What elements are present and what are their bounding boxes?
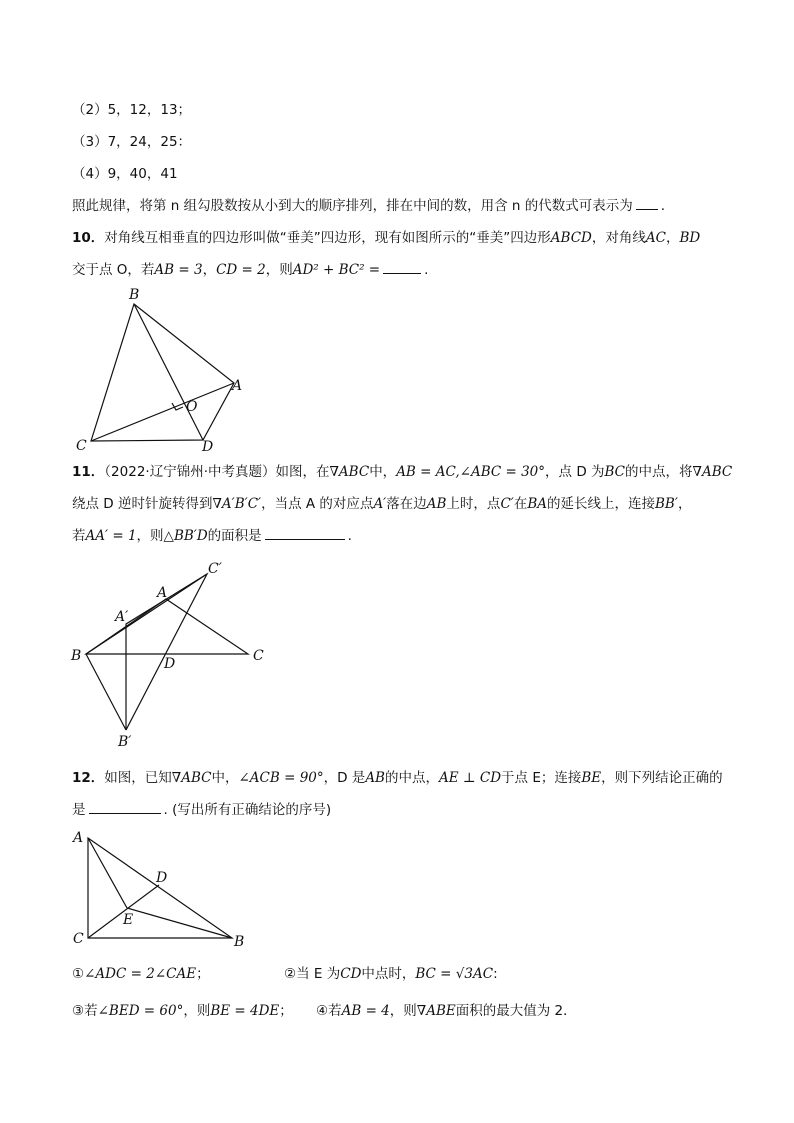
q11-text: 在 [513,496,528,512]
option-number: ④ [316,1003,329,1019]
answer-line-2: （2）5，12，13； [72,102,192,118]
option-text: ，则 [389,1003,417,1019]
option-number: ② [284,966,297,982]
option-3 [72,1001,293,1021]
option-1 [72,964,210,984]
label-Ap: A′ [115,609,129,625]
q11-math: AB = AC,∠ABC = 30° [396,464,546,480]
label-B: B [129,287,140,303]
label-A: A [157,585,168,601]
q10-math: CD = 2 [216,262,266,278]
q12-text: . (写出所有正确结论的序号) [163,802,332,818]
label-C: C [253,648,264,664]
q11-text: 若 [72,528,86,544]
option-2 [284,964,498,984]
q11-math: AA′ = 1 [85,528,137,544]
q11-math: BB′D [173,528,208,544]
q10-math: AB = 3 [154,262,203,278]
q11-math: BC [604,464,626,480]
q11-math: C′ [500,496,514,512]
label-Bp: B′ [118,734,132,750]
q11-math: A′ [373,496,387,512]
label-A: A [232,378,243,394]
label-E: E [123,912,134,928]
rule-text: 照此规律，将第 n 组勾股数按从小到大的顺序排列，排在中间的数，用含 n 的代数式可表示为 [72,198,633,214]
label-Cp: C′ [208,561,222,577]
option-text: 面积的最大值为 2． [455,1003,577,1019]
q11-text: ，则△ [136,528,174,544]
option-text: 若 [328,1003,342,1019]
option-math: AB = 4 [341,1003,390,1019]
q11-number: 11． [72,464,105,480]
q11-text: ， [677,496,692,512]
q12-math: AE ⊥ CD [438,770,502,786]
label-D: D [164,656,176,672]
option-math: CD [340,966,362,982]
q12-text: 中， [211,770,239,786]
option-text: 当 E 为 [296,966,341,982]
q12-text: 如图，已知 [104,770,172,786]
q11-math: BA [527,496,548,512]
label-B: B [234,934,245,950]
label-A: A [73,830,84,846]
q10-math: AD² + BC² = [292,262,381,278]
triangle-abc [88,838,232,938]
q10-math: BD [679,230,701,246]
q10-math: ABCD [550,230,592,246]
q10-text: ， [202,262,217,278]
segment-be [127,908,232,938]
option-math: ∠BED = 60° [97,1003,184,1019]
q12-text: 是 [72,802,86,818]
option-text: 若 [84,1003,98,1019]
q12-text: ，则下列结论正确的 [601,770,723,786]
q11-text: 如图，在 [275,464,330,480]
option-math: BC = √3AC [415,966,494,982]
option-math: BE = 4DE [210,1003,280,1019]
q12-text: ，D 是 [323,770,366,786]
q12-math: ∇ABC [171,770,212,786]
q11-text: 上时，点 [446,496,501,512]
option-text: ，则 [183,1003,211,1019]
answer-line-3: （3）7，24，25： [72,134,192,150]
q11-math: BB′ [655,496,678,512]
q10-text: 对角线互相垂直的四边形叫做“垂美”四边形，现有如图所示的“垂美”四边形 [104,230,551,246]
option-text: 中点时， [361,966,416,982]
label-C: C [73,931,84,947]
q11-text: 的延长线上，连接 [547,496,656,512]
option-math: ∇ABE [416,1003,456,1019]
q11-math: ∇ABC [692,464,733,480]
option-number: ① [72,966,85,982]
option-math: ∠ADC = 2∠CAE [84,966,197,982]
option-4 [316,1001,577,1021]
q12-text: 于点 E；连接 [501,770,582,786]
q11-math: ∇A′B′C′ [212,496,262,512]
q11-text: 的中点，将 [625,464,693,480]
rule-end: . [660,198,666,214]
q12-math: ∠ACB = 90° [238,770,324,786]
segment-ae [88,838,127,908]
option-text: ； [279,1003,293,1019]
q11-text: 落在边 [386,496,427,512]
q12-text: 的中点， [384,770,439,786]
label-B: B [71,648,82,664]
q11-text: ，当点 A 的对应点 [261,496,374,512]
option-text: : [493,966,498,982]
q11-text: 中， [369,464,397,480]
q11-math: AB [426,496,447,512]
label-D: D [202,439,214,455]
option-text: ； [196,966,210,982]
q11-text: 的面积是 [207,528,262,544]
q12-math: BE [581,770,602,786]
answer-line-4: （4）9，40，41 [72,166,178,182]
q10-text: ， [665,230,680,246]
q12-math: AB [365,770,385,786]
q11-text: ，点 D 为 [545,464,605,480]
q10-end: . [424,262,429,278]
q11-text: 绕点 D 逆时针旋转得到 [72,496,213,512]
q10-text: 交于点 O，若 [72,262,155,278]
q11-end: . [347,528,352,544]
q11-math: ∇ABC [329,464,370,480]
label-D: D [156,870,168,886]
q10-text: ，则 [265,262,293,278]
q10-math: AC [645,230,666,246]
label-C: C [76,438,87,454]
q10-number: 10． [72,230,105,246]
option-number: ③ [72,1003,85,1019]
label-O: O [186,399,198,415]
q12-number: 12． [72,770,105,786]
q10-text: ，对角线 [591,230,646,246]
q11-source: （2022·辽宁锦州·中考真题） [104,464,276,480]
